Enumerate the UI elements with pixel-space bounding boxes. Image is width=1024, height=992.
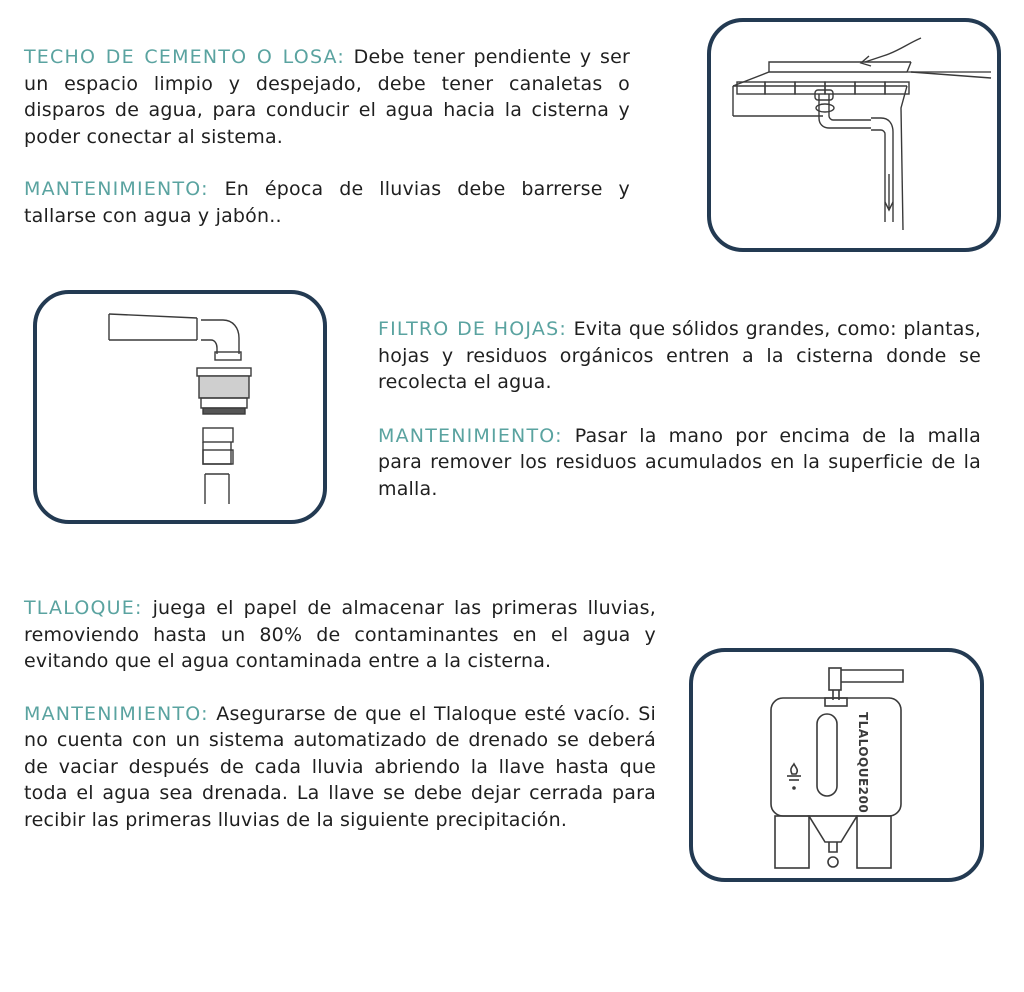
tlaloque-maintenance xyxy=(24,701,656,834)
roof-maintenance-text: En época de lluvias debe barrerse y tallarse con agua y jabón.. xyxy=(24,178,630,227)
tlaloque-tank-icon xyxy=(693,652,980,878)
leaf-filter-icon xyxy=(37,294,323,520)
filter-illustration-card xyxy=(33,290,327,524)
filter-maintenance-label: MANTENIMIENTO: xyxy=(378,424,563,447)
roof-maintenance-label: MANTENIMIENTO: xyxy=(24,178,209,200)
roof-maintenance xyxy=(24,176,630,229)
section-filter xyxy=(378,316,981,502)
roof-gutter-icon xyxy=(711,22,997,248)
roof-description xyxy=(24,44,630,150)
roof-label: TECHO DE CEMENTO O LOSA: xyxy=(24,46,346,68)
tlaloque-illustration-card xyxy=(689,648,984,882)
filter-maintenance xyxy=(378,423,981,503)
roof-text: Debe tener pendiente y ser un espacio limpio y despejado, debe tener canaletas o disparos de agua, para conducir el agua hacia la cisterna y poder conectar al sistema. xyxy=(24,46,630,148)
tlaloque-maintenance-label: MANTENIMIENTO: xyxy=(24,702,209,725)
tlaloque-description xyxy=(24,595,656,675)
tank-label: TLALOQUE200 xyxy=(856,712,870,814)
tlaloque-maintenance-text: Asegurarse de que el Tlaloque esté vacío. Si no cuenta con un sistema automatizado de drenado se deberá de vaciar después de cada lluvia abriendo la llave hasta que toda el agua sea drenada. La llave se debe dejar cerrada para recibir las primeras lluvias de la siguiente precipitación. xyxy=(24,702,656,831)
tlaloque-text: juega el papel de almacenar las primeras lluvias, removiendo hasta un 80% de contaminantes en el agua y evitando que el agua contaminada entre a la cisterna. xyxy=(24,597,656,672)
filter-description xyxy=(378,316,981,396)
filter-text: Evita que sólidos grandes, como: plantas, hojas y residuos orgánicos entren a la cisterna donde se recolecta el agua. xyxy=(378,318,981,393)
roof-illustration-card xyxy=(707,18,1001,252)
section-roof xyxy=(24,44,630,229)
filter-label: FILTRO DE HOJAS: xyxy=(378,318,567,340)
section-tlaloque xyxy=(24,595,656,833)
filter-maintenance-text: Pasar la mano por encima de la malla para remover los residuos acumulados en la superficie de la malla. xyxy=(378,424,981,500)
tlaloque-label: TLALOQUE: xyxy=(24,597,143,619)
